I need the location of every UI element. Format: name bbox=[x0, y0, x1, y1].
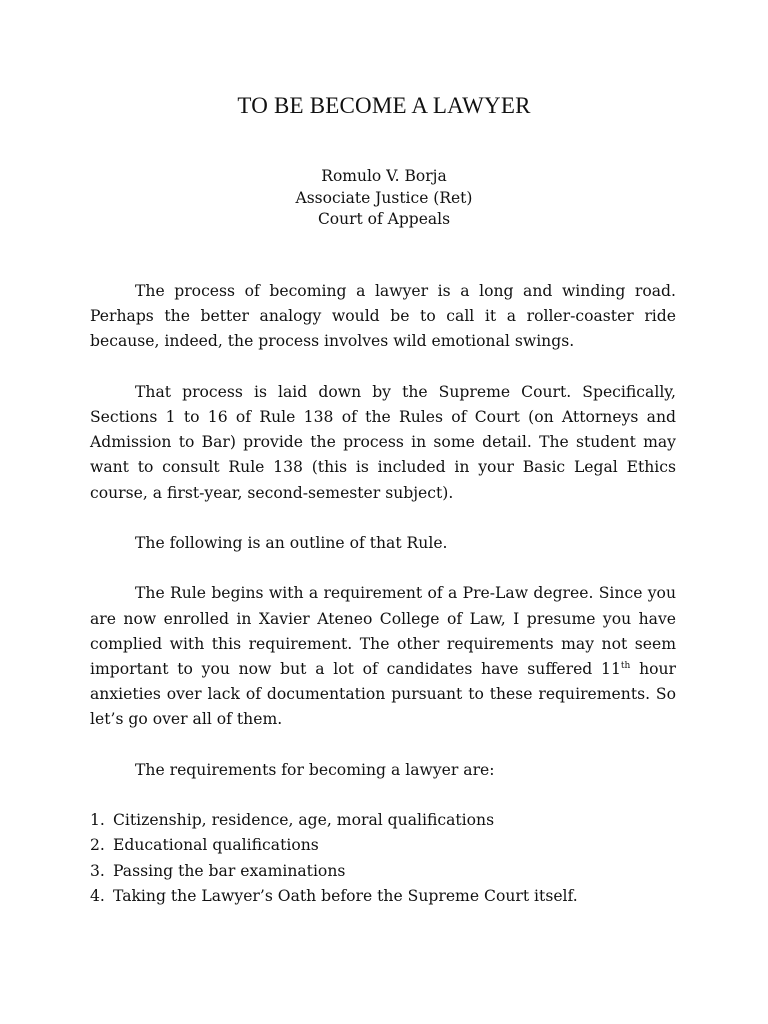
list-item bbox=[90, 884, 676, 909]
list-item-number: 1. bbox=[90, 811, 105, 830]
list-item-number: 3. bbox=[90, 861, 105, 880]
requirements-intro: The requirements for becoming a lawyer are: bbox=[135, 760, 495, 779]
list-item-text: Educational qualifications bbox=[113, 836, 319, 855]
paragraph-rule bbox=[90, 581, 676, 732]
list-item-number: 4. bbox=[90, 886, 105, 905]
author-court: Court of Appeals bbox=[317, 210, 451, 228]
author-block bbox=[0, 166, 768, 231]
author-position: Associate Justice (Ret) bbox=[295, 188, 473, 207]
author-name: Romulo V. Borja bbox=[321, 167, 447, 185]
list-item bbox=[90, 808, 676, 833]
page-title: TO BE BECOME A LAWYER bbox=[237, 93, 531, 118]
document-body bbox=[90, 279, 676, 909]
list-item-number: 2. bbox=[90, 836, 105, 855]
paragraph-rule-after: hour anxieties over lack of documentation pursuant to these requirements. So let’s go over all of them. bbox=[90, 660, 676, 729]
paragraph-process: That process is laid down by the Supreme Court. Specifically, Sections 1 to 16 of Rule 138 of the Rules of Court (on Attorneys and Admission to Bar) provide the process in some detail. The student may want to consult Rule 138 (this is included in your Basic Legal Ethics course, a first-year, second-semester subject). bbox=[90, 382, 676, 502]
paragraph-outline: The following is an outline of that Rule. bbox=[135, 534, 448, 552]
ordinal-superscript: th bbox=[620, 661, 631, 671]
paragraph-intro: The process of becoming a lawyer is a long and winding road. Perhaps the better analogy would be to call it a roller-coaster ride because, indeed, the process involves wild emotional swings. bbox=[90, 282, 676, 351]
list-item bbox=[90, 833, 676, 858]
list-item-text: Passing the bar examinations bbox=[113, 861, 346, 880]
list-item-text: Citizenship, residence, age, moral qualifications bbox=[113, 811, 495, 830]
list-item-text: Taking the Lawyer’s Oath before the Supreme Court itself. bbox=[113, 886, 578, 905]
requirements-list bbox=[90, 808, 676, 909]
paragraph-rule-before: The Rule begins with a requirement of a Pre-Law degree. Since you are now enrolled in Xavier Ateneo College of Law, I presume you have complied with this requirement. The other requirements may not seem important to you now but a lot of candidates have suffered 11 bbox=[90, 584, 676, 678]
list-item bbox=[90, 859, 676, 884]
